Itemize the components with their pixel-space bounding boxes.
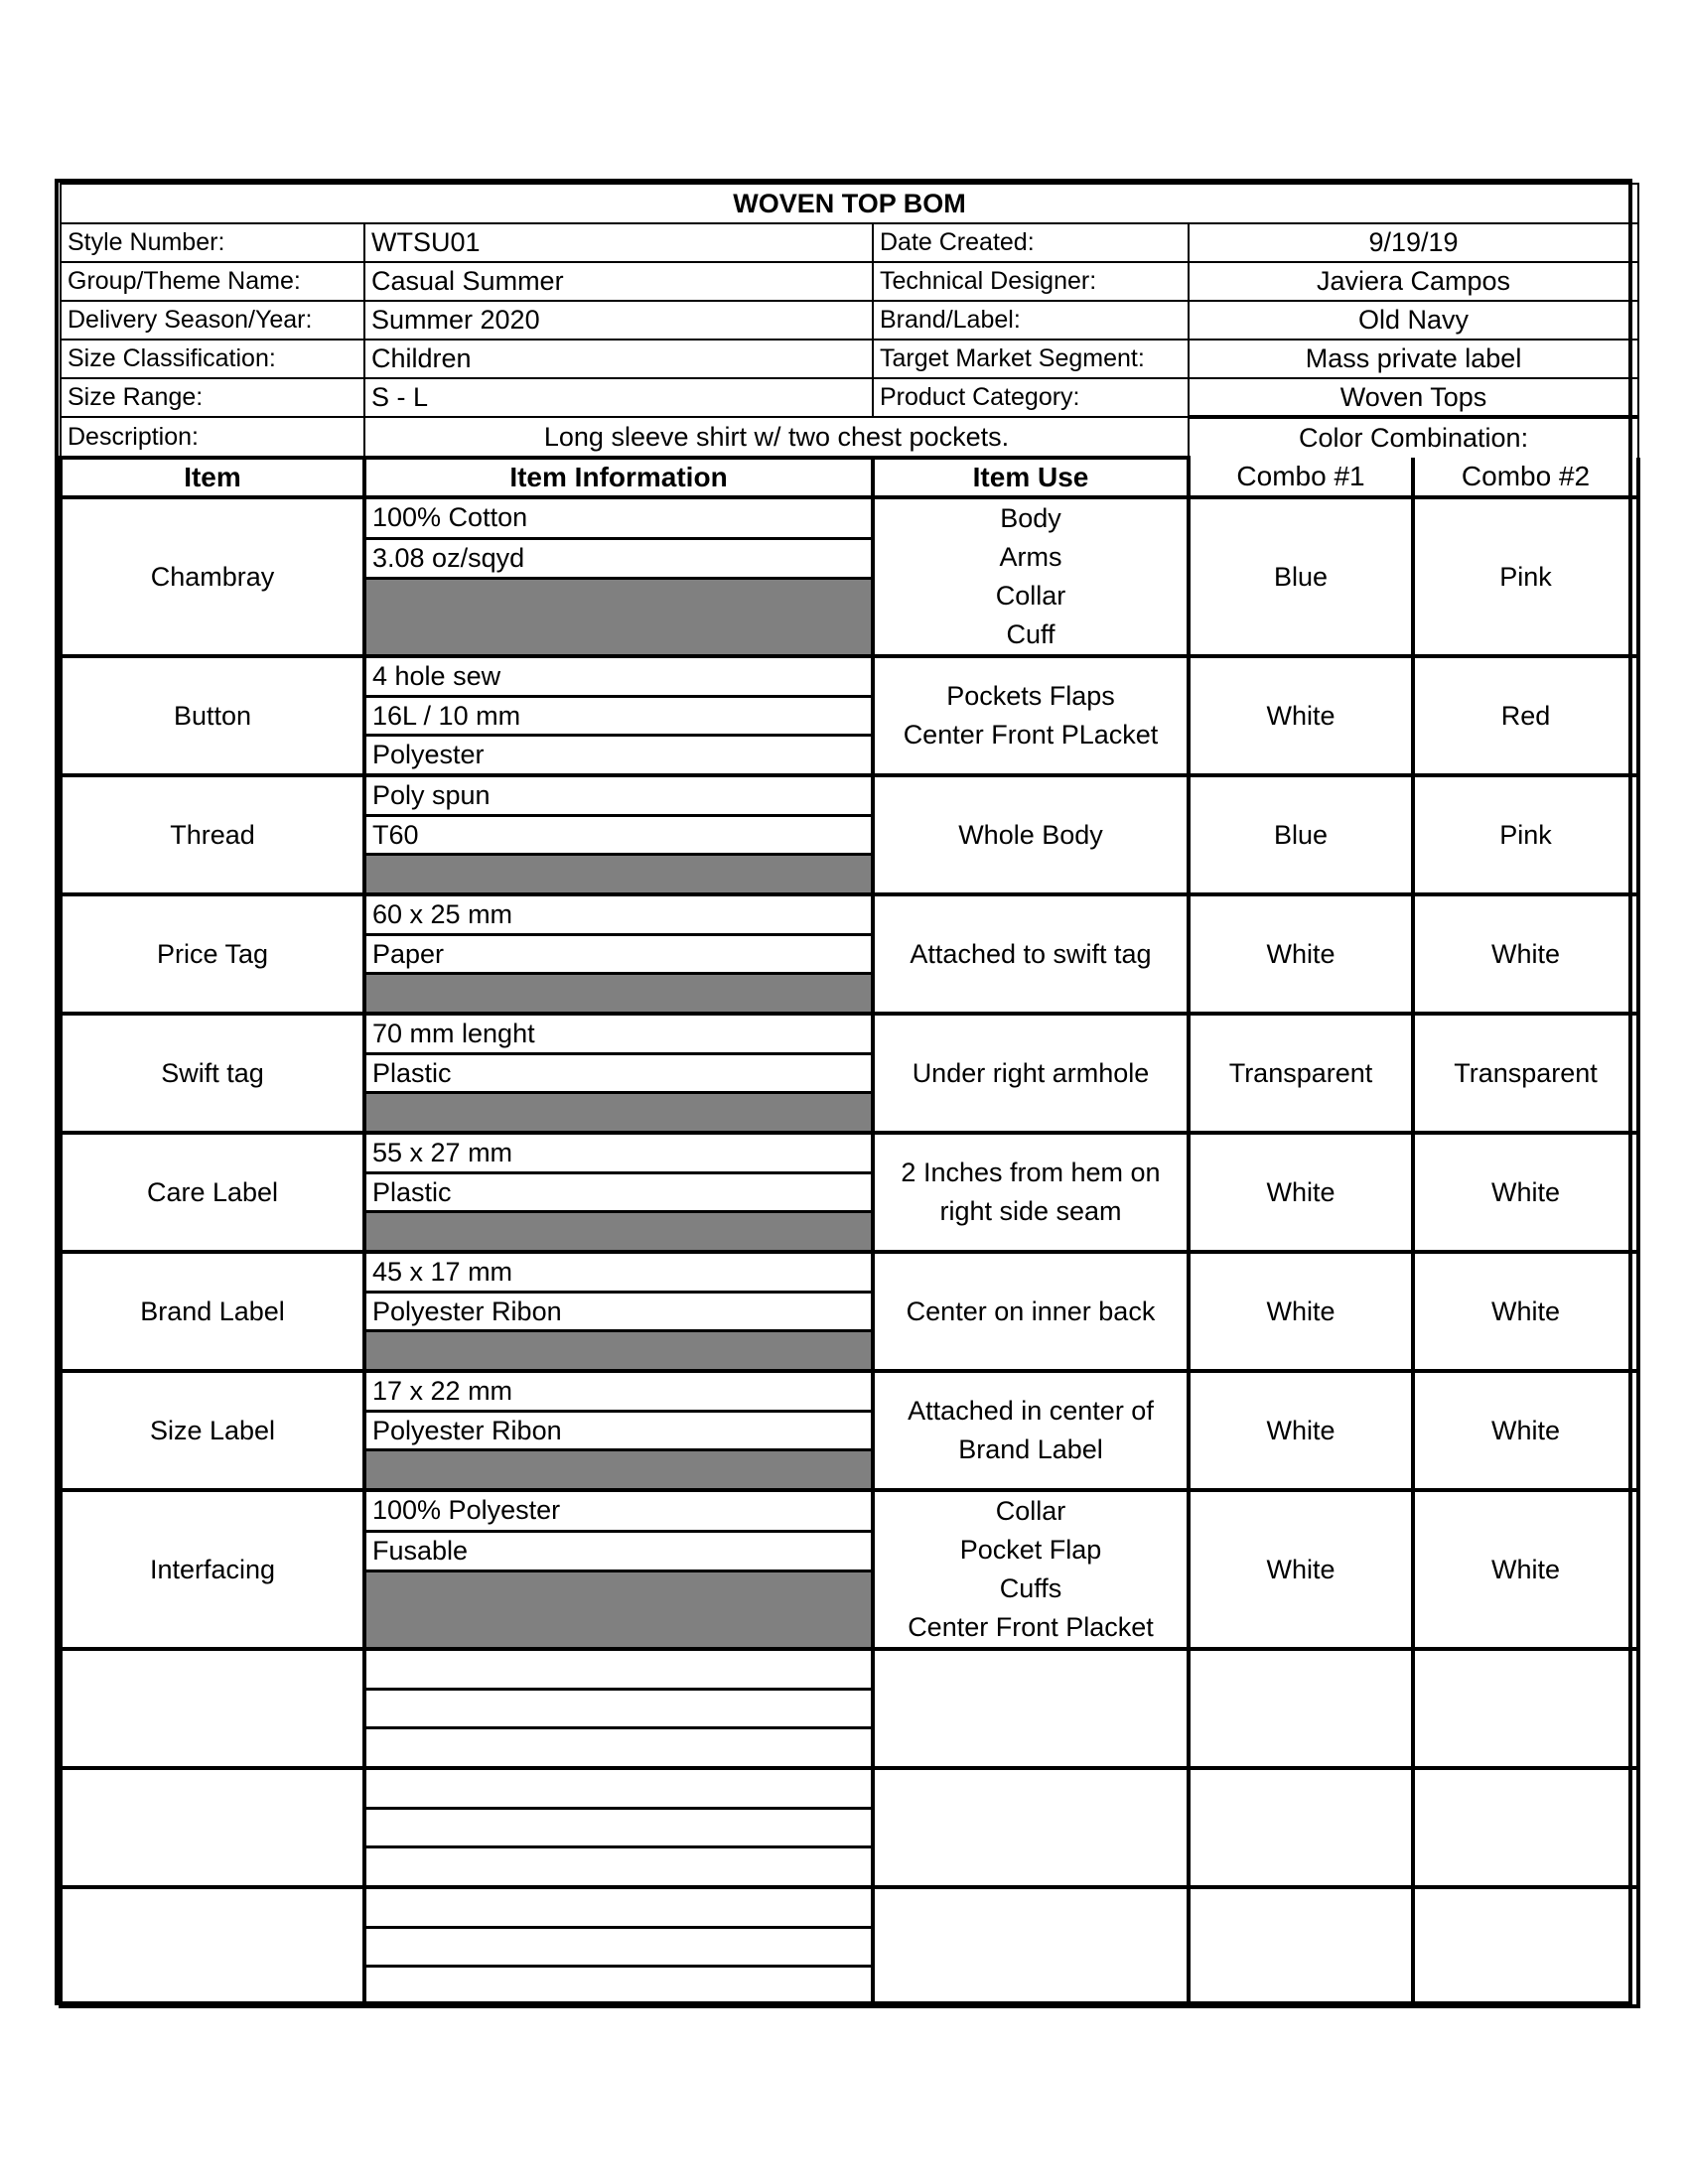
- gray-blank-cell: [366, 1094, 871, 1131]
- empty-info-cell: [364, 1887, 873, 2006]
- item-use-line: Arms: [999, 542, 1062, 572]
- description-label: Description:: [61, 417, 364, 458]
- combo-1-color: Blue: [1189, 775, 1413, 894]
- empty-info-line: [366, 1729, 871, 1766]
- combo-2-color: Pink: [1413, 497, 1638, 656]
- empty-info-line: [366, 1691, 871, 1730]
- target-market-label: Target Market Segment:: [873, 340, 1189, 378]
- combo-1-color: Transparent: [1189, 1014, 1413, 1133]
- combo-2-color: Red: [1413, 656, 1638, 775]
- item-info-line: 4 hole sew: [366, 658, 871, 698]
- column-header-item-use: Item Use: [873, 458, 1189, 497]
- empty-info-line: [366, 1810, 871, 1849]
- size-range-label: Size Range:: [61, 378, 364, 417]
- gray-blank-cell: [366, 856, 871, 892]
- item-info-line: 45 x 17 mm: [366, 1254, 871, 1294]
- date-created-value: 9/19/19: [1189, 223, 1638, 262]
- group-theme-label: Group/Theme Name:: [61, 262, 364, 301]
- table-row: [61, 1490, 1638, 1649]
- item-use: [873, 1133, 1189, 1252]
- empty-row: [61, 1649, 1638, 1768]
- item-use: [873, 894, 1189, 1014]
- item-use: [873, 1252, 1189, 1371]
- empty-info-cell: [364, 1649, 873, 1768]
- empty-item-cell: [61, 1768, 364, 1887]
- combo-2-color: Pink: [1413, 775, 1638, 894]
- column-header-combo-1: Combo #1: [1189, 458, 1413, 497]
- column-header-item-information: Item Information: [364, 458, 873, 497]
- item-use: [873, 775, 1189, 894]
- item-name: Interfacing: [61, 1490, 364, 1649]
- item-name: Thread: [61, 775, 364, 894]
- product-category-label: Product Category:: [873, 378, 1189, 417]
- table-row: [61, 1252, 1638, 1371]
- empty-info-line: [366, 1889, 871, 1929]
- item-info-line: Polyester Ribon: [366, 1413, 871, 1452]
- combo-1-color: White: [1189, 656, 1413, 775]
- item-information: [364, 1490, 873, 1649]
- item-use: [873, 656, 1189, 775]
- empty-combo-cell: [1189, 1649, 1413, 1768]
- table-row: [61, 894, 1638, 1014]
- item-use-line: right side seam: [939, 1196, 1122, 1226]
- combo-2-color: White: [1413, 894, 1638, 1014]
- item-use-line: Cuff: [1006, 619, 1055, 649]
- item-info-line: 70 mm lenght: [366, 1016, 871, 1055]
- page-title: WOVEN TOP BOM: [61, 184, 1638, 223]
- item-info-line: Poly spun: [366, 777, 871, 817]
- technical-designer-label: Technical Designer:: [873, 262, 1189, 301]
- technical-designer-value: Javiera Campos: [1189, 262, 1638, 301]
- combo-2-color: White: [1413, 1133, 1638, 1252]
- item-use-line: Body: [1000, 503, 1061, 533]
- table-row: [61, 1014, 1638, 1133]
- item-info-line: 16L / 10 mm: [366, 698, 871, 738]
- empty-info-line: [366, 1651, 871, 1691]
- item-use: [873, 1014, 1189, 1133]
- item-information: [364, 894, 873, 1014]
- brand-label-value: Old Navy: [1189, 301, 1638, 340]
- size-classification-label: Size Classification:: [61, 340, 364, 378]
- gray-blank-cell: [366, 1451, 871, 1488]
- item-info-line: T60: [366, 817, 871, 857]
- item-name: Size Label: [61, 1371, 364, 1490]
- gray-blank-cell: [366, 580, 871, 654]
- empty-combo-cell: [1413, 1649, 1638, 1768]
- date-created-label: Date Created:: [873, 223, 1189, 262]
- table-row: [61, 775, 1638, 894]
- item-info-line: Polyester: [372, 740, 485, 770]
- empty-use-cell: [873, 1649, 1189, 1768]
- item-use-line: Whole Body: [958, 819, 1103, 850]
- combo-1-color: Blue: [1189, 497, 1413, 656]
- column-header-combo-2: Combo #2: [1413, 458, 1638, 497]
- item-info-line: Fusable: [366, 1533, 871, 1573]
- item-use-line: 2 Inches from hem on: [901, 1158, 1161, 1187]
- empty-combo-cell: [1413, 1768, 1638, 1887]
- item-info-line: 17 x 22 mm: [366, 1373, 871, 1413]
- empty-use-cell: [873, 1887, 1189, 2006]
- item-info-line: 100% Cotton: [366, 499, 871, 540]
- gray-blank-cell: [366, 975, 871, 1012]
- item-information: [364, 497, 873, 656]
- empty-row: [61, 1887, 1638, 2006]
- column-header-item: Item: [61, 458, 364, 497]
- item-use-line: Pockets Flaps: [946, 681, 1115, 711]
- item-use-line: Center Front PLacket: [903, 720, 1159, 750]
- table-row: [61, 1371, 1638, 1490]
- item-name: Button: [61, 656, 364, 775]
- delivery-season-label: Delivery Season/Year:: [61, 301, 364, 340]
- empty-combo-cell: [1189, 1768, 1413, 1887]
- item-information: [364, 775, 873, 894]
- gray-blank-cell: [366, 1332, 871, 1369]
- bom-table: [59, 183, 1640, 2008]
- item-name: Swift tag: [61, 1014, 364, 1133]
- empty-item-cell: [61, 1887, 364, 2006]
- empty-combo-cell: [1413, 1887, 1638, 2006]
- item-info-line: Polyester Ribon: [366, 1294, 871, 1333]
- empty-use-cell: [873, 1768, 1189, 1887]
- empty-info-line: [366, 1770, 871, 1810]
- combo-2-color: White: [1413, 1252, 1638, 1371]
- table-row: [61, 1133, 1638, 1252]
- size-range-value: S - L: [364, 378, 873, 417]
- gray-blank-cell: [366, 1572, 871, 1647]
- target-market-value: Mass private label: [1189, 340, 1638, 378]
- empty-info-line: [366, 1848, 871, 1885]
- item-information: [364, 656, 873, 775]
- combo-2-color: Transparent: [1413, 1014, 1638, 1133]
- combo-1-color: White: [1189, 1252, 1413, 1371]
- product-category-value: Woven Tops: [1189, 378, 1638, 417]
- item-use-line: Cuffs: [999, 1573, 1062, 1603]
- item-name: Brand Label: [61, 1252, 364, 1371]
- item-info-line: Plastic: [366, 1174, 871, 1214]
- item-info-line: 55 x 27 mm: [366, 1135, 871, 1174]
- item-info-line: Paper: [366, 936, 871, 976]
- empty-item-cell: [61, 1649, 364, 1768]
- item-info-line: 3.08 oz/sqyd: [366, 540, 871, 581]
- size-classification-value: Children: [364, 340, 873, 378]
- item-name: Care Label: [61, 1133, 364, 1252]
- empty-row: [61, 1768, 1638, 1887]
- combo-1-color: White: [1189, 1133, 1413, 1252]
- style-number-value: WTSU01: [364, 223, 873, 262]
- item-use: [873, 1490, 1189, 1649]
- item-info-line: 60 x 25 mm: [366, 896, 871, 936]
- item-use-line: Collar: [995, 581, 1066, 611]
- item-use-line: Attached to swift tag: [910, 938, 1152, 969]
- group-theme-value: Casual Summer: [364, 262, 873, 301]
- empty-combo-cell: [1189, 1887, 1413, 2006]
- item-name: Chambray: [61, 497, 364, 656]
- item-use-line: Under right armhole: [912, 1057, 1150, 1088]
- item-information: [364, 1371, 873, 1490]
- item-use: [873, 497, 1189, 656]
- combo-2-color: White: [1413, 1371, 1638, 1490]
- combo-1-color: White: [1189, 1371, 1413, 1490]
- empty-info-line: [366, 1968, 871, 2004]
- color-combination-label: Color Combination:: [1189, 417, 1638, 458]
- item-information: [364, 1133, 873, 1252]
- item-info-line: 100% Polyester: [366, 1492, 871, 1533]
- item-information: [364, 1252, 873, 1371]
- combo-2-color: White: [1413, 1490, 1638, 1649]
- item-use-line: Collar: [995, 1496, 1066, 1526]
- item-use-line: Center on inner back: [906, 1296, 1156, 1326]
- delivery-season-value: Summer 2020: [364, 301, 873, 340]
- item-use-line: Pocket Flap: [959, 1535, 1102, 1565]
- table-row: [61, 656, 1638, 775]
- item-use-line: Brand Label: [958, 1434, 1103, 1464]
- item-information: [364, 1014, 873, 1133]
- gray-blank-cell: [366, 1213, 871, 1250]
- style-number-label: Style Number:: [61, 223, 364, 262]
- description-value: Long sleeve shirt w/ two chest pockets.: [364, 417, 1189, 458]
- brand-label-label: Brand/Label:: [873, 301, 1189, 340]
- combo-1-color: White: [1189, 1490, 1413, 1649]
- empty-info-cell: [364, 1768, 873, 1887]
- bom-sheet: [55, 179, 1632, 2005]
- item-name: Price Tag: [61, 894, 364, 1014]
- item-use-line: Attached in center of: [908, 1396, 1154, 1426]
- item-info-line: Plastic: [366, 1055, 871, 1095]
- empty-info-line: [366, 1929, 871, 1969]
- item-use: [873, 1371, 1189, 1490]
- item-use-line: Center Front Placket: [908, 1612, 1154, 1642]
- combo-1-color: White: [1189, 894, 1413, 1014]
- table-row: [61, 497, 1638, 656]
